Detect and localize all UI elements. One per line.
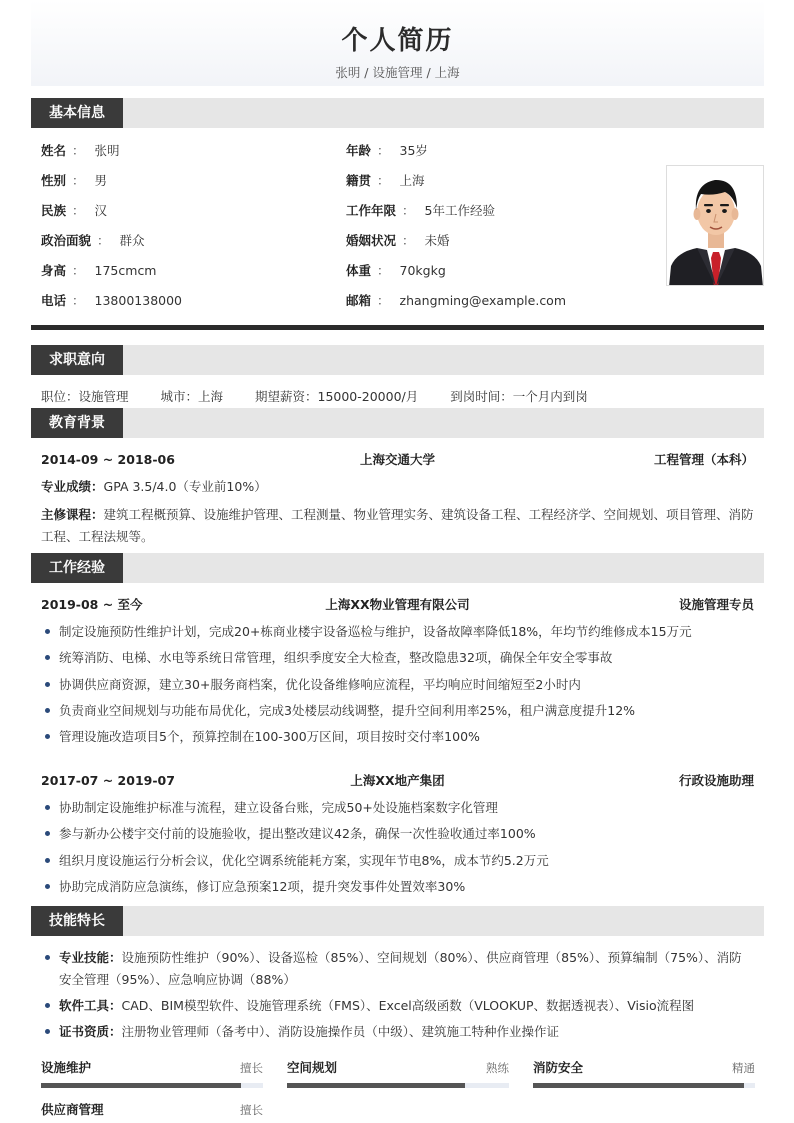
intent-position: 职位：设施管理 [41,389,129,404]
list-item: 管理设施改造项目5个，预算控制在100-300万区间，项目按时交付率100% [41,727,754,753]
resume-header [31,0,764,86]
education-header [41,450,754,470]
info-sep: ： [402,203,415,218]
info-value: 汉 [94,203,108,218]
list-item: 协调供应商资源，建立30+服务商档案，优化设备维修响应流程，平均响应时间缩短至2小时内 [41,675,754,701]
info-weight [346,258,446,284]
skill-bar-level: 精通 [732,1061,755,1075]
skill-bar [41,1100,263,1123]
info-label: 年龄 [346,143,372,158]
skill-bar [287,1058,509,1088]
skill-label: 软件工具： [59,998,122,1013]
info-label: 婚姻状况 [346,233,397,248]
job-period: 2017-07 ~ 2019-07 [41,773,175,788]
skill-bar-level: 熟练 [486,1061,509,1075]
info-value: 男 [94,173,108,188]
job-title: 设施管理专员 [678,597,754,612]
info-label: 民族 [41,203,67,218]
info-sep: ： [377,143,390,158]
info-label: 籍贯 [346,173,372,188]
info-email [346,288,566,314]
education-period: 2014-09 ~ 2018-06 [41,452,175,467]
info-value: 群众 [119,233,145,248]
job-bullets [41,622,754,753]
info-value: 上海 [399,173,425,188]
job-bullets [41,798,754,903]
job-header [41,771,754,791]
info-label: 体重 [346,263,372,278]
skill-bar [41,1058,263,1088]
info-sep: ： [377,263,390,278]
info-label: 邮箱 [346,293,372,308]
info-value: 175cmcm [94,263,157,278]
skill-bar-level: 擅长 [240,1103,263,1117]
info-experience [346,198,495,224]
list-item: 统筹消防、电梯、水电等系统日常管理，组织季度安全大检查，整改隐患32项，确保全年安全零事故 [41,648,754,674]
info-name [41,138,120,164]
divider [31,325,764,330]
list-item: 组织月度设施运行分析会议，优化空调系统能耗方案，实现年节电8%，成本节约5.2万元 [41,851,754,877]
info-marital [346,228,450,254]
intent-salary: 期望薪资：15000-20000/月 [255,389,419,404]
education-score [41,476,754,498]
info-sep: ： [72,203,85,218]
info-height [41,258,157,284]
score-label: 专业成绩： [41,479,104,494]
job-company: 上海XX地产集团 [350,773,445,788]
job-header [41,595,754,615]
info-value: 5年工作经验 [424,203,495,218]
section-title: 教育背景 [31,408,123,438]
skill-bar-fill [41,1083,241,1088]
page-title: 个人简历 [341,26,454,56]
skill-bar-name: 设施维护 [41,1060,92,1075]
section-title: 求职意向 [31,345,123,375]
courses-label: 主修课程： [41,507,104,522]
skill-bar-fill [287,1083,465,1088]
score-value: GPA 3.5/4.0（专业前10%） [103,479,267,494]
info-phone [41,288,182,314]
info-sep: ： [377,293,390,308]
job-company: 上海XX物业管理有限公司 [325,597,470,612]
info-label: 电话 [41,293,67,308]
list-item: 协助制定设施维护标准与流程，建立设备台账，完成50+处设施档案数字化管理 [41,798,754,824]
info-hometown [346,168,425,194]
info-ethnicity [41,198,107,224]
skill-text: 注册物业管理师（备考中）、消防设施操作员（中级）、建筑施工特种作业操作证 [121,1024,560,1039]
skill-line [41,1021,754,1043]
skill-bar [533,1058,755,1088]
section-work [31,553,764,583]
info-age [346,138,428,164]
info-sep: ： [402,233,415,248]
skill-bar-track [41,1083,263,1088]
info-value: 35岁 [399,143,428,158]
skills-list [41,947,754,1047]
job-title: 行政设施助理 [678,773,754,788]
education-courses [41,504,754,548]
skill-bar-fill [533,1083,744,1088]
section-title: 工作经验 [31,553,123,583]
education-school: 上海交通大学 [359,452,435,467]
info-value: 70kgkg [399,263,446,278]
info-label: 身高 [41,263,67,278]
skill-line [41,995,754,1017]
info-value: zhangming@example.com [399,293,567,308]
section-title: 基本信息 [31,98,123,128]
profile-photo [666,165,764,286]
info-label: 工作年限 [346,203,397,218]
skill-line [41,947,754,991]
section-job-intent [31,345,764,375]
info-value: 13800138000 [94,293,183,308]
info-label: 姓名 [41,143,67,158]
section-education [31,408,764,438]
intent-city: 城市：上海 [160,389,224,404]
section-skills [31,906,764,936]
info-value: 张明 [94,143,120,158]
info-sep: ： [72,143,85,158]
page-subtitle: 张明 / 设施管理 / 上海 [335,65,460,80]
skill-bar-name: 消防安全 [533,1060,584,1075]
list-item: 负责商业空间规划与功能布局优化，完成3处楼层动线调整，提升空间利用率25%，租户满意度提升12% [41,701,754,727]
info-sep: ： [377,173,390,188]
skill-bar-name: 供应商管理 [41,1102,104,1117]
list-item: 参与新办公楼宇交付前的设施验收，提出整改建议42条，确保一次性验收通过率100% [41,824,754,850]
info-gender [41,168,107,194]
info-sep: ： [97,233,110,248]
skill-label: 专业技能： [59,950,122,965]
info-label: 政治面貌 [41,233,92,248]
section-title: 技能特长 [31,906,123,936]
skill-bar-name: 空间规划 [287,1060,338,1075]
education-major: 工程管理（本科） [653,452,754,467]
info-sep: ： [72,293,85,308]
skill-label: 证书资质： [59,1024,122,1039]
info-political [41,228,145,254]
courses-value: 建筑工程概预算、设施维护管理、工程测量、物业管理实务、建筑设备工程、工程经济学、空间规划、项目管理、消防工程、工程法规等。 [41,507,754,544]
skill-bar-track [533,1083,755,1088]
info-value: 未婚 [424,233,450,248]
info-sep: ： [72,263,85,278]
skill-text: CAD、BIM模型软件、设施管理系统（FMS）、Excel高级函数（VLOOKUP、数据透视表）、Visio流程图 [121,998,695,1013]
job-period: 2019-08 ~ 至今 [41,597,143,612]
avatar-illustration [667,166,764,286]
list-item: 协助完成消防应急演练，修订应急预案12项，提升突发事件处置效率30% [41,877,754,903]
skill-text: 设施预防性维护（90%）、设备巡检（85%）、空间规划（80%）、供应商管理（85%）、预算编制（75%）、消防安全管理（95%）、应急响应协调（88%） [59,950,742,987]
info-label: 性别 [41,173,67,188]
section-basic-info [31,98,764,128]
skill-bar-track [287,1083,509,1088]
skill-bar-level: 擅长 [240,1061,263,1075]
job-intent-row [41,387,616,407]
intent-arrival: 到岗时间：一个月内到岗 [450,389,588,404]
info-sep: ： [72,173,85,188]
list-item: 制定设施预防性维护计划，完成20+栋商业楼宇设备巡检与维护，设备故障率降低18%，年均节约维修成本15万元 [41,622,754,648]
